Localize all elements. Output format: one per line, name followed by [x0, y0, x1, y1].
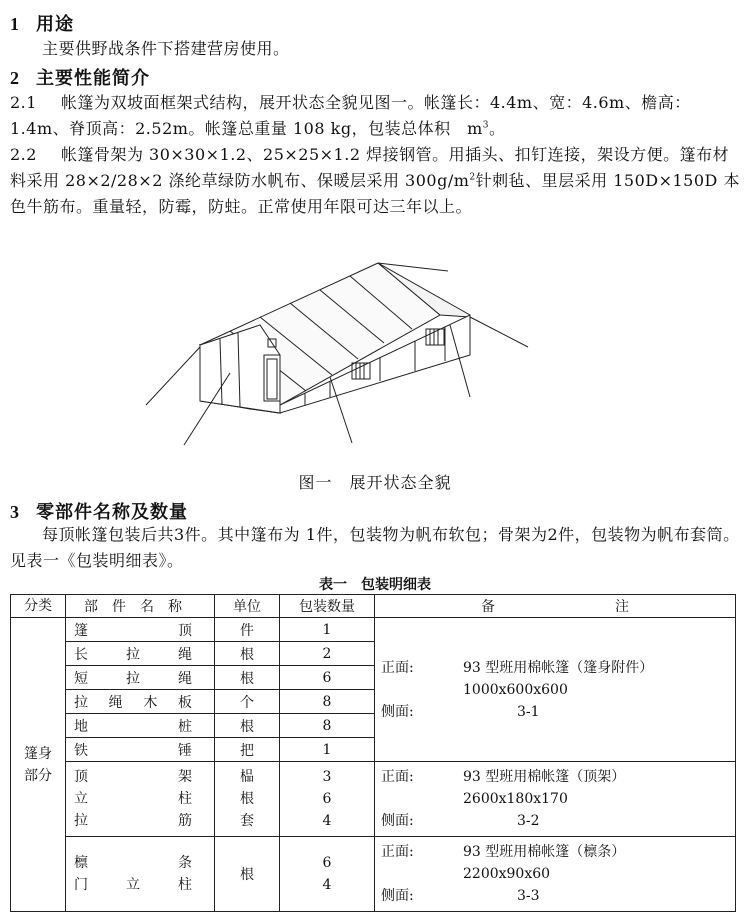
- row-qty: 8: [280, 690, 375, 714]
- header-name-text: 部件名称: [84, 599, 196, 615]
- name-char: 顶: [178, 622, 192, 639]
- row-qty: 8: [280, 714, 375, 738]
- para-text-cont: 针刺毡、里层采用 150D×150D 本色牛筋布。重量轻，防霉，防蛀。正常使用年限可达三年以上。: [10, 171, 740, 216]
- name-char: 门: [74, 877, 88, 893]
- remark-cell: [375, 837, 736, 912]
- category-cell: [11, 618, 66, 912]
- row-unit: [215, 762, 280, 837]
- header-note-a: 备: [481, 599, 495, 615]
- guy-rope: [146, 347, 200, 405]
- category-text: 篷身部分: [24, 745, 52, 784]
- remark-label: 正面:: [381, 659, 414, 676]
- table-header-row: [11, 595, 736, 618]
- row-qty: 2: [280, 642, 375, 666]
- unit-text: 套: [240, 813, 254, 829]
- remark-side: 3-1: [517, 703, 540, 720]
- superscript: 2: [469, 172, 476, 183]
- section-3-body: 每顶帐篷包装后共3件。其中篷布为 1件，包装物为帆布软包；骨架为2件，包装物为帆布套筒。见表一《包装明细表》。: [10, 525, 740, 570]
- table-row: [11, 618, 736, 642]
- section-title: 零部件名称及数量: [36, 502, 188, 523]
- section-1-heading: [10, 10, 74, 36]
- section-1-body: 主要供野战条件下搭建营房使用。: [42, 39, 290, 58]
- row-name: [66, 762, 215, 837]
- unit-text: 根: [240, 791, 254, 807]
- qty-text: 6: [322, 855, 332, 871]
- name-char: 短: [74, 670, 88, 687]
- name-char: 地: [74, 718, 88, 735]
- figure-caption: 图一 展开状态全貌: [298, 473, 452, 492]
- name-char: 筋: [178, 813, 192, 829]
- para-text: 帐篷骨架为 30×30×1.2、25×25×1.2 焊接钢管。用插头、扣钉连接，架设方便。篷布材料采用 28×2/28×2 涤纶草绿防水帆布、保暖层采用 300g/m: [10, 145, 730, 190]
- name-char: 绳: [178, 670, 192, 687]
- row-unit: 个: [215, 690, 280, 714]
- para-number: 2.1: [10, 93, 37, 112]
- header-qty: 包装数量: [280, 595, 375, 618]
- remark-label: 侧面:: [381, 813, 414, 829]
- name-char: 檩: [74, 855, 88, 871]
- header-note-b: 注: [615, 599, 629, 615]
- header-note: [375, 595, 736, 618]
- remark-label: 侧面:: [381, 888, 414, 904]
- name-char: 篷: [74, 622, 88, 639]
- row-name: [66, 738, 215, 762]
- qty-text: 4: [322, 877, 332, 893]
- row-unit: 把: [215, 738, 280, 762]
- row-unit: 件: [215, 618, 280, 642]
- unit-text: 榀: [240, 769, 254, 785]
- table-row: [11, 762, 736, 837]
- row-unit: 根: [215, 642, 280, 666]
- row-qty: [280, 837, 375, 912]
- row-name: [66, 642, 215, 666]
- name-char: 拉: [126, 646, 140, 663]
- row-qty: 1: [280, 618, 375, 642]
- volume-unit: m: [467, 119, 483, 138]
- row-unit: 根: [215, 714, 280, 738]
- name-char: 长: [74, 646, 88, 663]
- remark-label: 正面:: [381, 844, 414, 860]
- name-char: 绳: [108, 694, 123, 711]
- name-char: 架: [178, 769, 192, 785]
- remark-cell: [375, 762, 736, 837]
- name-char: 桩: [178, 718, 192, 735]
- section-number: 2: [10, 68, 20, 88]
- superscript: 3: [482, 120, 489, 131]
- name-char: 拉: [74, 694, 88, 711]
- paragraph-2-2: [10, 142, 740, 220]
- name-char: 立: [74, 791, 88, 807]
- row-name: [66, 618, 215, 642]
- table-title: 表一 包装明细表: [319, 577, 431, 593]
- name-char: 柱: [178, 791, 192, 807]
- section-3-heading: [10, 498, 188, 524]
- qty-text: 3: [322, 769, 332, 785]
- name-char: 拉: [126, 670, 140, 687]
- section-number: 3: [10, 502, 20, 522]
- row-qty: 6: [280, 666, 375, 690]
- remark-dims: 1000x600x600: [463, 681, 568, 698]
- row-name: [66, 837, 215, 912]
- remark-dims: 2200x90x60: [463, 866, 551, 882]
- tent-figure: [130, 255, 530, 455]
- header-unit: 单位: [215, 595, 280, 618]
- door: [264, 355, 280, 401]
- row-name: [66, 690, 215, 714]
- section-title: 用途: [36, 14, 74, 35]
- qty-text: 4: [322, 813, 332, 829]
- section-number: 1: [10, 14, 20, 34]
- remark-front: 93 型班用棉帐篷（顶架）: [463, 769, 626, 785]
- remark-label: 侧面:: [381, 703, 414, 720]
- name-char: 铁: [74, 742, 88, 759]
- name-char: 拉: [74, 813, 88, 829]
- paragraph-2-1: [10, 90, 740, 142]
- guy-rope: [470, 317, 528, 347]
- name-char: 条: [178, 855, 192, 871]
- remark-side: 3-3: [517, 888, 540, 904]
- name-char: 柱: [178, 877, 192, 893]
- header-category: 分类: [11, 595, 66, 618]
- row-unit: 根: [215, 666, 280, 690]
- row-qty: [280, 762, 375, 837]
- name-char: 绳: [178, 646, 192, 663]
- qty-text: 6: [322, 791, 332, 807]
- section-title: 主要性能简介: [36, 68, 150, 89]
- header-name: [66, 595, 215, 618]
- remark-side: 3-2: [517, 813, 540, 829]
- table-row: [11, 837, 736, 912]
- remark-cell: [375, 618, 736, 762]
- packing-table: [10, 594, 736, 912]
- row-name: [66, 666, 215, 690]
- para-number: 2.2: [10, 145, 37, 164]
- name-char: 板: [177, 694, 192, 711]
- row-qty: 1: [280, 738, 375, 762]
- name-char: 木: [143, 694, 158, 711]
- para-end: 。: [489, 119, 506, 138]
- remark-label: 正面:: [381, 769, 414, 785]
- name-char: 立: [126, 877, 140, 893]
- para-text: 帐篷为双坡面框架式结构，展开状态全貌见图一。帐篷长：4.4m、宽：4.6m、檐高：1.4m、脊顶高：2.52m。帐篷总重量 108 kg，包装总体积: [10, 93, 691, 138]
- remark-dims: 2600x180x170: [463, 791, 568, 807]
- remark-front: 93 型班用棉帐篷（篷身附件）: [463, 659, 654, 676]
- section-2-heading: [10, 64, 150, 90]
- name-char: 顶: [74, 769, 88, 785]
- row-name: [66, 714, 215, 738]
- remark-front: 93 型班用棉帐篷（檩条）: [463, 844, 626, 860]
- row-unit: 根: [215, 837, 280, 912]
- name-char: 锤: [178, 742, 192, 759]
